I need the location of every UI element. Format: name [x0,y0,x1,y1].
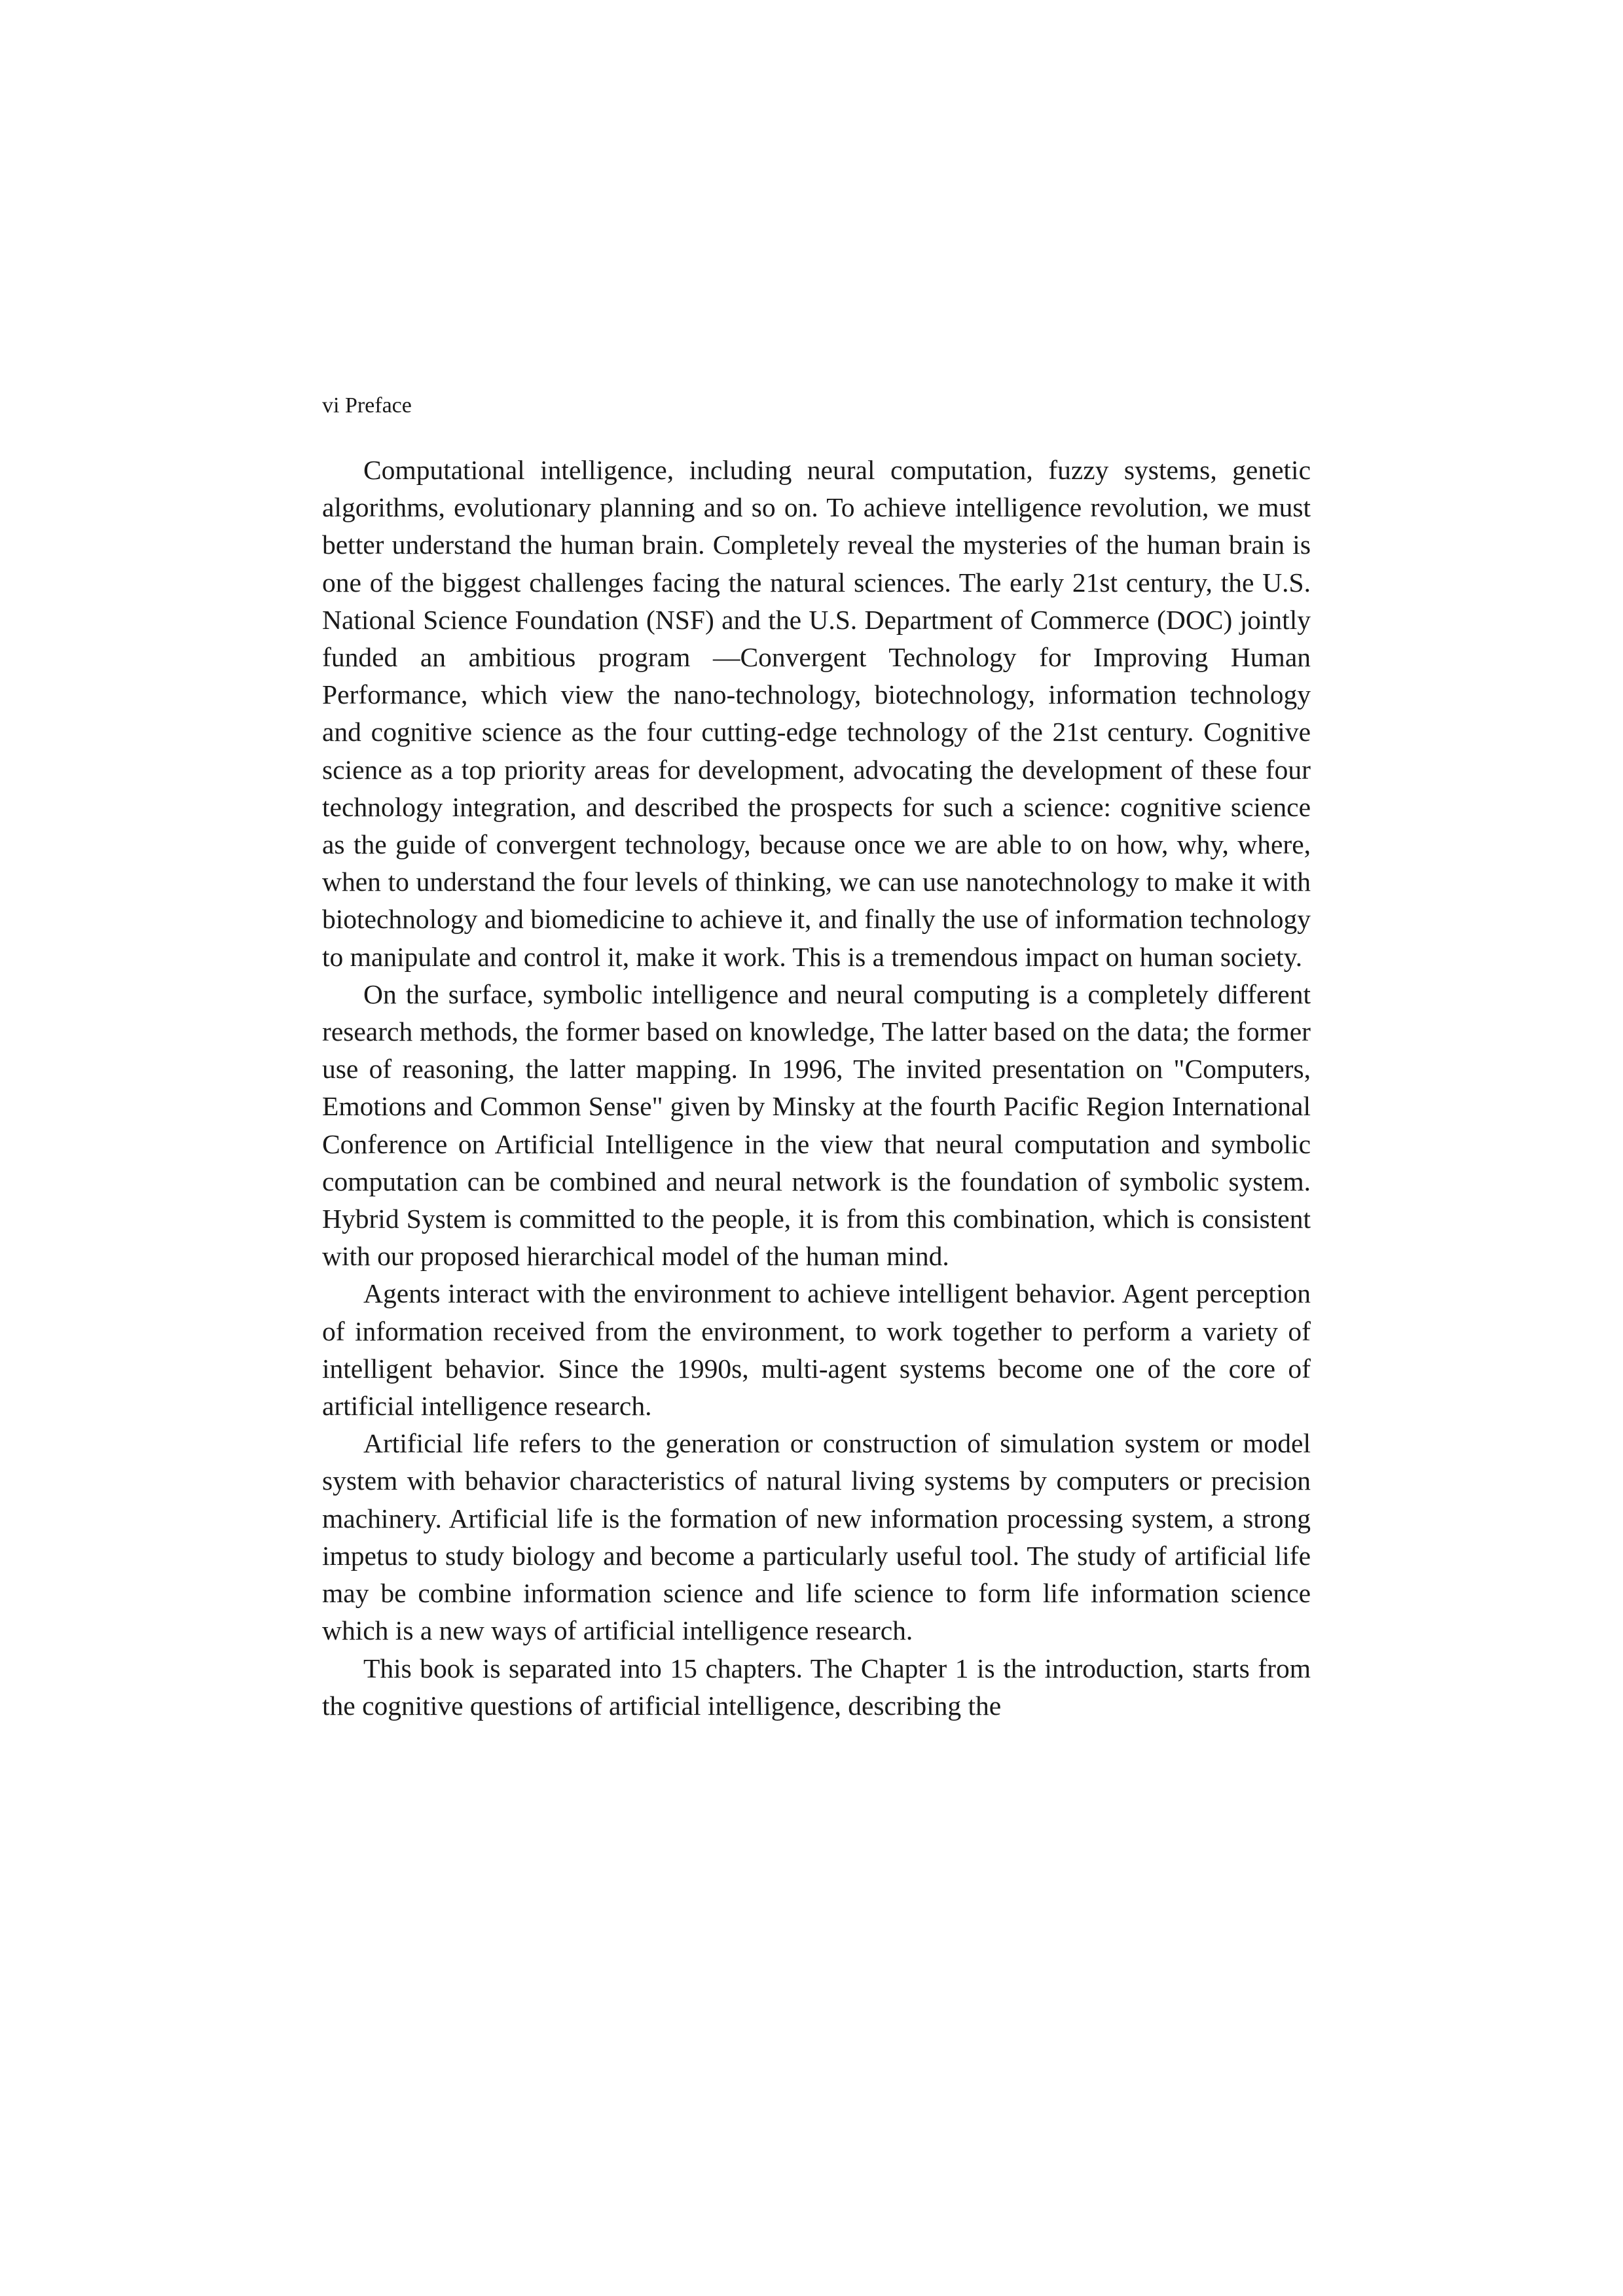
paragraph-book-outline: This book is separated into 15 chapters. The Chapter 1 is the introduction, starts from the cognitive questions of artificial intelligence, describing the [322,1653,1311,1721]
paragraph-computational-intelligence: Computational intelligence, including neural computation, fuzzy systems, genetic algorithms, evolutionary planning and so on. To achieve intelligence revolution, we must better understand the human brain. Completely reveal the mysteries of the human brain is one of the biggest challenges facing the natural sciences. The early 21st century, the U.S. National Science Foundation (NSF) and the U.S. Department of Commerce (DOC) jointly funded an ambitious program —Convergent Technology for Improving Human Performance, which view the nano-technology, biotechnology, information technology and cognitive science as the four cutting-edge technology of the 21st century. Cognitive science as a top priority areas for development, advocating the development of these four technology integration, and described the prospects for such a science: cognitive science as the guide of convergent technology, because once we are able to on how, why, where, when to understand the four levels of thinking, we can use nanotechnology to make it with biotechnology and biomedicine to achieve it, and finally the use of information technology to manipulate and control it, make it work. This is a tremendous impact on human society. [322,455,1311,972]
paragraph-artificial-life: Artificial life refers to the generation or construction of simulation system or model system with behavior characteristics of natural living systems by computers or precision machinery. Artificial life is the formation of new information processing system, a strong impetus to study biology and become a particularly useful tool. The study of artificial life may be combine information science and life science to form life information science which is a new ways of artificial intelligence research. [322,1428,1311,1646]
body-text [322,452,1311,1725]
running-header: vi Preface [322,393,412,418]
paragraph-agents: Agents interact with the environment to achieve intelligent behavior. Agent perception of information received from the environment, to work together to perform a variety of intelligent behavior. Since the 1990s, multi-agent systems become one of the core of artificial intelligence research. [322,1278,1311,1422]
paragraph-symbolic-and-neural: On the surface, symbolic intelligence and neural computing is a completely different research methods, the former based on knowledge, The latter based on the data; the former use of reasoning, the latter mapping. In 1996, The invited presentation on "Computers, Emotions and Common Sense" given by Minsky at the fourth Pacific Region International Conference on Artificial Intelligence in the view that neural computation and symbolic computation can be combined and neural network is the foundation of symbolic system. Hybrid System is committed to the people, it is from this combination, which is consistent with our proposed hierarchical model of the human mind. [322,978,1311,1272]
